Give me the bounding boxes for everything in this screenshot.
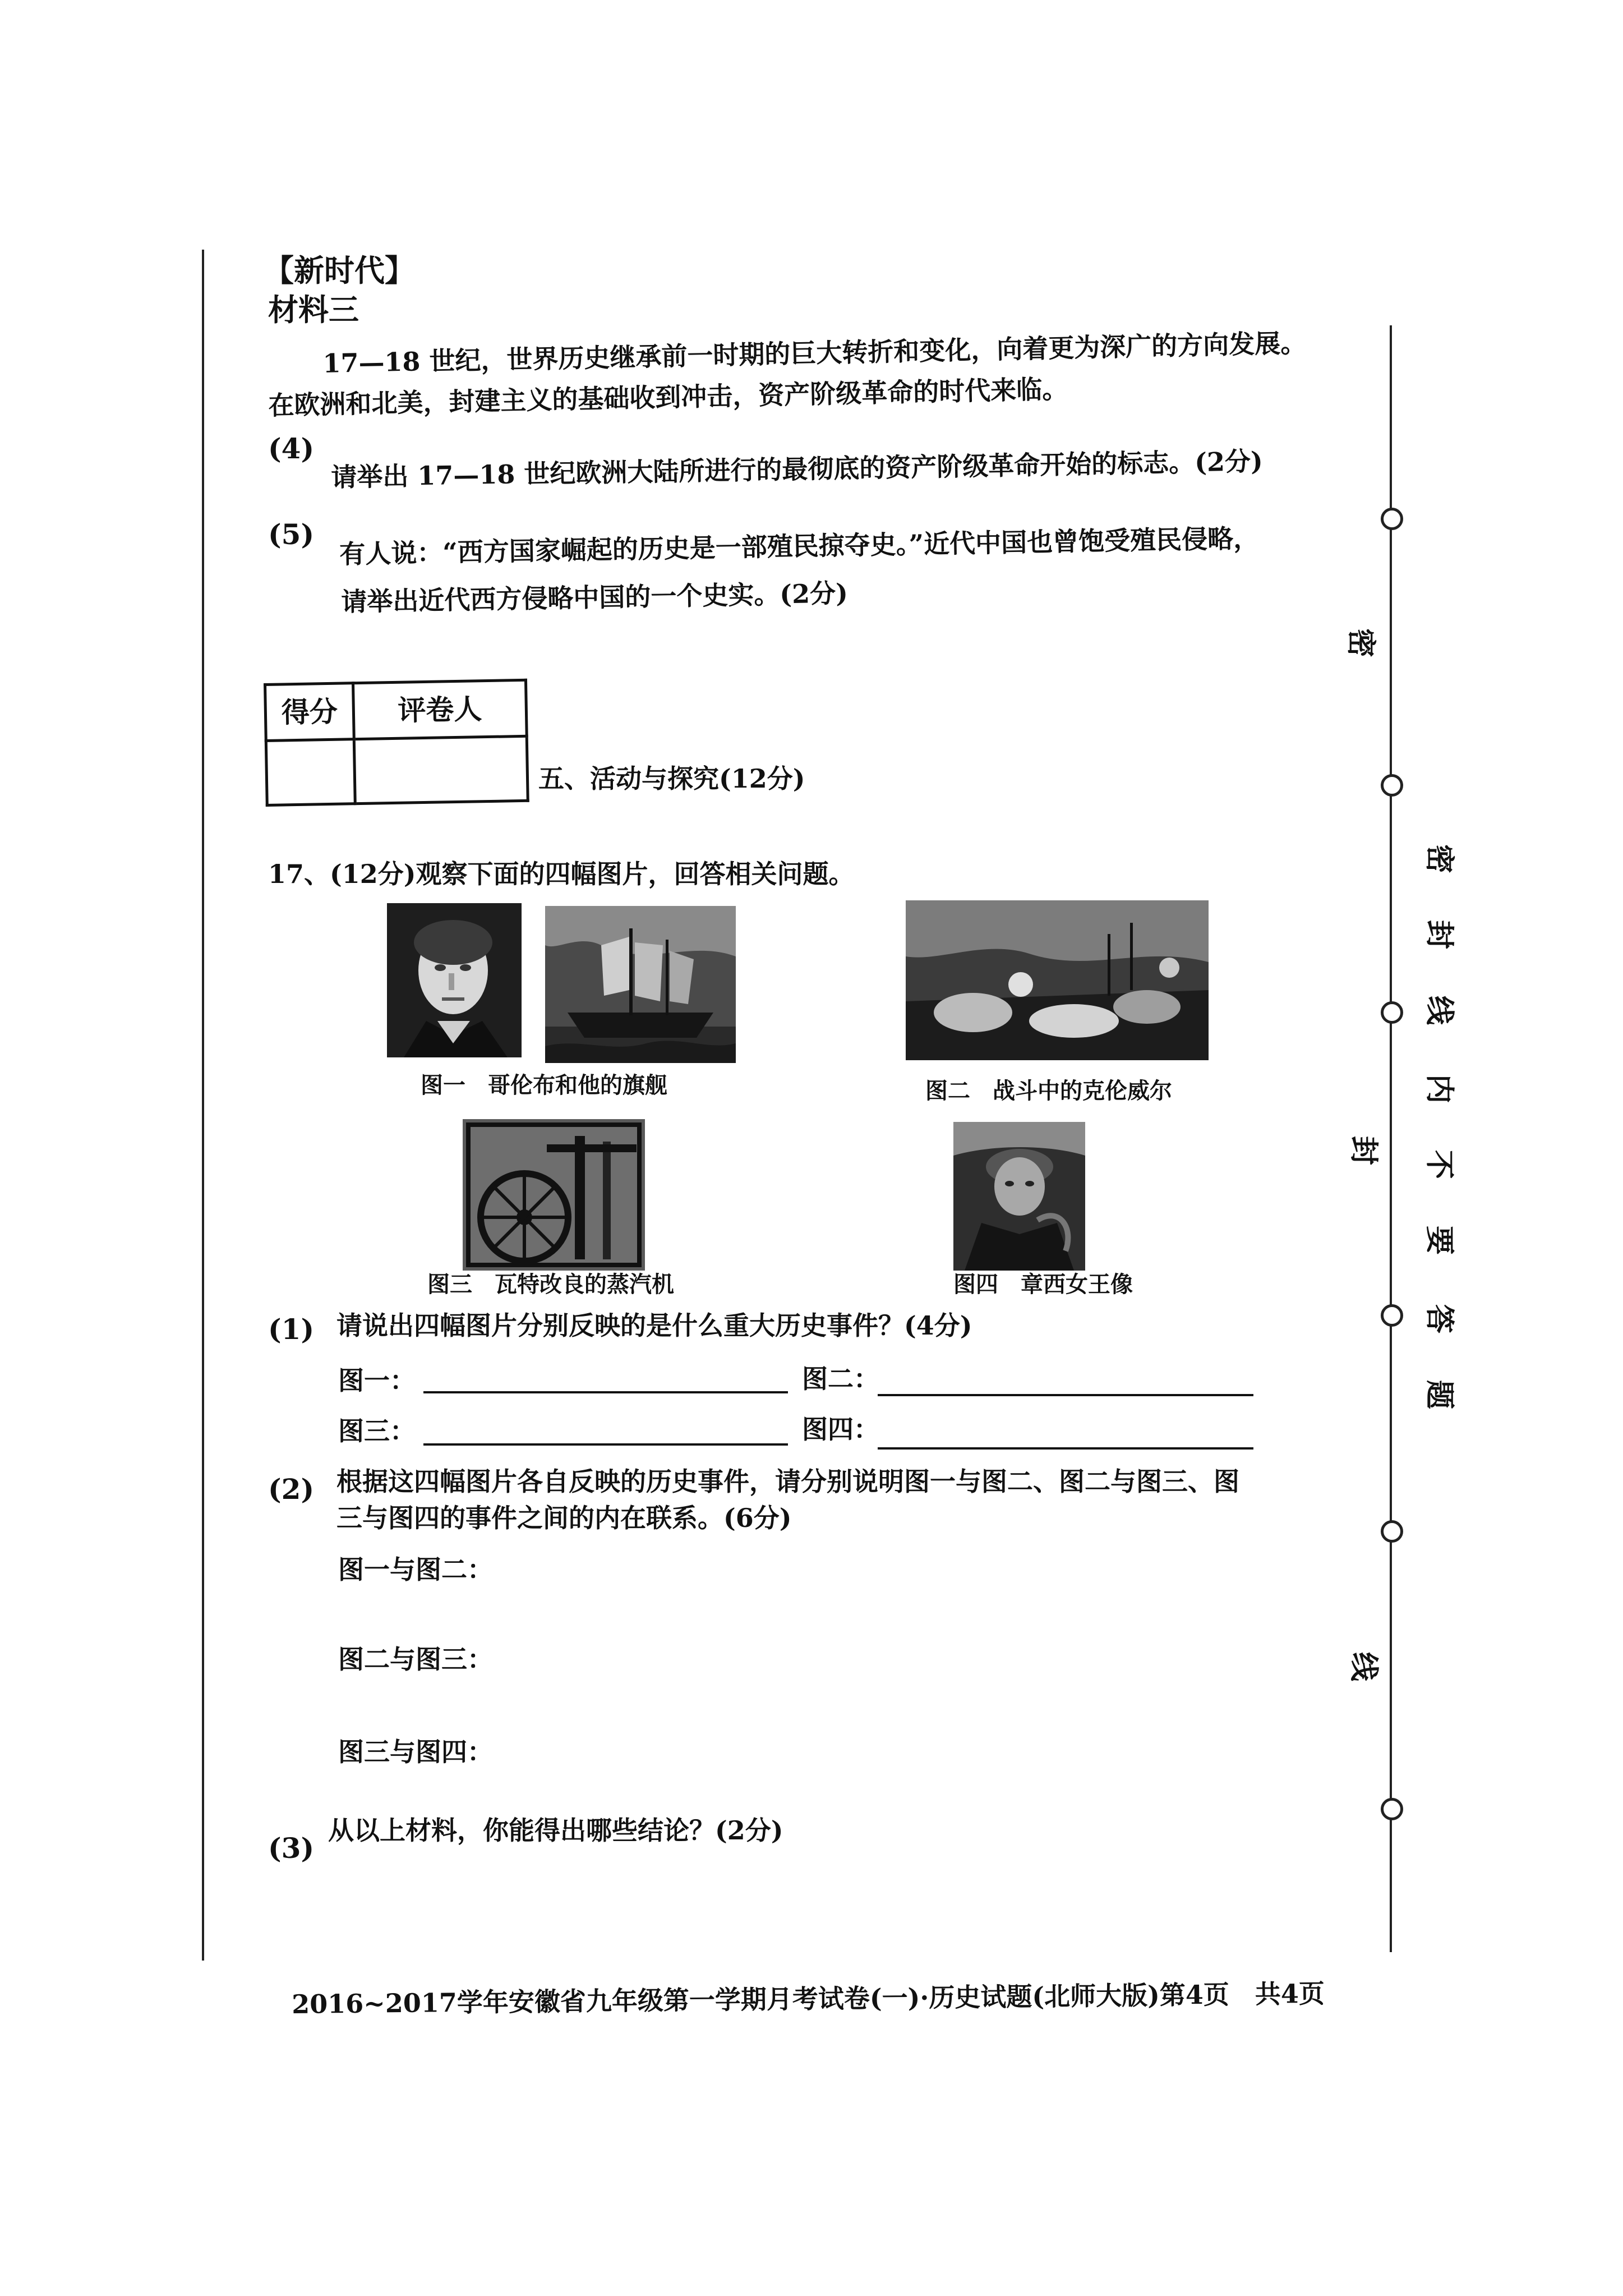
q5-text-line2: 请举出近代西方侵略中国的一个史实。(2分) <box>340 578 849 617</box>
part5-title: 五、活动与探究(12分) <box>538 763 805 794</box>
sub2-text-line1: 根据这四幅图片各自反映的历史事件，请分别说明图一与图二、图二与图三、图 <box>336 1466 1239 1497</box>
sub1-text: 请说出四幅图片分别反映的是什么重大历史事件？(4分) <box>336 1310 972 1341</box>
flagship-photo <box>545 906 736 1063</box>
caption-fig1: 图一 哥伦布和他的旗舰 <box>421 1072 667 1098</box>
seal-notice-char: 封 <box>1422 919 1457 950</box>
columbus-portrait-image <box>387 903 522 1057</box>
q4-number: (4) <box>268 432 315 465</box>
seal-notice-char: 内 <box>1422 1074 1457 1104</box>
caption-fig4: 图四 章西女王像 <box>953 1271 1133 1297</box>
answer-label-fig1: 图一： <box>338 1365 416 1396</box>
sub3-number: (3) <box>268 1832 315 1865</box>
seal-hole <box>1381 1798 1403 1820</box>
sub2-number: (2) <box>268 1473 315 1506</box>
sub2-text-line2: 三与图四的事件之间的内在联系。(6分) <box>336 1503 792 1533</box>
relation-label-1-2: 图一与图二： <box>338 1554 493 1585</box>
seal-hole <box>1381 774 1403 797</box>
steam-engine-image <box>463 1119 645 1271</box>
seal-hole <box>1381 1520 1403 1543</box>
battle-image <box>906 900 1209 1060</box>
rani-of-jhansi-photo <box>953 1122 1085 1271</box>
seal-notice-char: 不 <box>1422 1149 1457 1180</box>
section-header: 【新时代】 <box>264 252 415 288</box>
page-footer: 2016~2017学年安徽省九年级第一学期月考试卷(一)·历史试题(北师大版)第4页 共4页 <box>291 1978 1325 2019</box>
seal-notice-char: 线 <box>1422 995 1457 1025</box>
seal-notice-char: 要 <box>1422 1225 1457 1255</box>
q4-text: 请举出 17—18 世纪欧洲大陆所进行的最彻底的资产阶级革命开始的标志。(2分) <box>330 446 1264 493</box>
sub1-number: (1) <box>268 1313 315 1346</box>
left-border-line <box>202 250 204 1961</box>
material-title: 材料三 <box>268 292 359 328</box>
answer-label-fig4: 图四： <box>802 1414 879 1444</box>
relation-label-3-4: 图三与图四： <box>338 1737 493 1767</box>
caption-fig3: 图三 瓦特改良的蒸汽机 <box>427 1271 674 1297</box>
seal-notice-char: 答 <box>1422 1304 1457 1334</box>
seal-hole <box>1381 1001 1403 1024</box>
seal-notice-char: 题 <box>1422 1379 1457 1410</box>
q5-number: (5) <box>268 518 315 551</box>
q17-intro: 17、(12分)观察下面的四幅图片，回答相关问题。 <box>268 859 855 889</box>
columbus-portrait-photo <box>387 903 522 1057</box>
grader-entry-cell[interactable] <box>354 736 528 803</box>
relation-label-2-3: 图二与图三： <box>338 1644 493 1674</box>
material-text-line2: 在欧洲和北美，封建主义的基础收到冲击，资产阶级革命的时代来临。 <box>268 374 1068 421</box>
seal-hole <box>1381 508 1403 530</box>
seal-mi: 密 <box>1344 628 1378 658</box>
queen-portrait-image <box>953 1122 1085 1271</box>
answer-label-fig3: 图三： <box>338 1416 416 1446</box>
seal-hole <box>1381 1304 1403 1327</box>
seal-notice-char: 密 <box>1422 844 1457 874</box>
score-box <box>264 679 529 807</box>
score-label: 得分 <box>265 683 354 741</box>
seal-feng: 封 <box>1347 1135 1381 1166</box>
watt-steam-engine-photo <box>463 1119 645 1271</box>
cromwell-battle-photo <box>906 900 1209 1060</box>
q5-text-line1: 有人说：“西方国家崛起的历史是一部殖民掠夺史。”近代中国也曾饱受殖民侵略， <box>339 523 1260 569</box>
answer-line-fig1[interactable] <box>423 1391 788 1393</box>
seal-xian: 线 <box>1347 1651 1381 1682</box>
answer-line-fig4[interactable] <box>878 1447 1253 1450</box>
sub3-text: 从以上材料，你能得出哪些结论？(2分) <box>328 1815 783 1846</box>
score-entry-cell[interactable] <box>266 739 355 806</box>
caption-fig2: 图二 战斗中的克伦威尔 <box>925 1078 1172 1104</box>
answer-line-fig3[interactable] <box>423 1443 788 1446</box>
grader-label: 评卷人 <box>353 680 527 739</box>
answer-line-fig2[interactable] <box>878 1394 1253 1396</box>
seal-line <box>1390 325 1392 1952</box>
ship-image <box>545 906 736 1063</box>
answer-label-fig2: 图二： <box>802 1364 879 1394</box>
material-text-line1: 17—18 世纪，世界历史继承前一时期的巨大转折和变化，向着更为深广的方向发展。 <box>322 328 1307 379</box>
